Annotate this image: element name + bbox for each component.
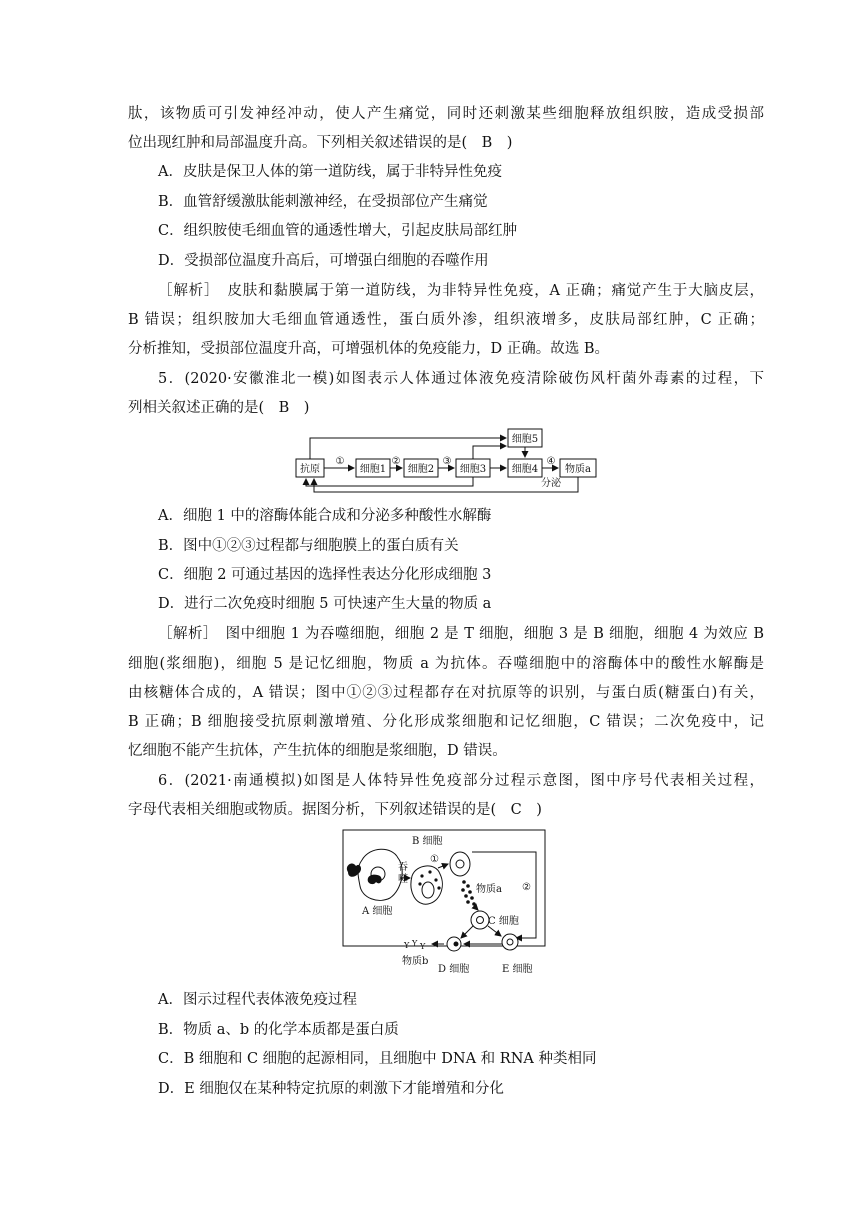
q6-stem-line1: 6．(2021·南通模拟)如图是人体特异性免疫部分过程示意图，图中序号代表相关过程， bbox=[158, 773, 764, 789]
c-cell-graphic bbox=[471, 911, 489, 929]
q4-analysis-line2: B 错误；组织胺加大毛细血管通透性，蛋白质外渗，组织液增多，皮肤局部红肿，C 正确； bbox=[128, 312, 764, 328]
svg-text:Y: Y bbox=[420, 942, 426, 951]
q5-analysis-line5: 忆细胞不能产生抗体，产生抗体的细胞是浆细胞，D 错误。 bbox=[128, 743, 507, 759]
c-cell-label: C 细胞 bbox=[488, 916, 519, 927]
svg-text:Y: Y bbox=[404, 941, 410, 950]
step2-label: ② bbox=[391, 456, 401, 467]
q5-option-b: B．图中①②③过程都与细胞膜上的蛋白质有关 bbox=[158, 538, 459, 554]
q5-stem-line1: 5．(2020·安徽淮北一模)如图表示人体通过体液免疫清除破伤风杆菌外毒素的过程，下 bbox=[158, 371, 764, 387]
d-cell-graphic bbox=[447, 937, 461, 951]
svg-text:Y: Y bbox=[412, 939, 418, 948]
cell2-label: 细胞2 bbox=[407, 464, 435, 475]
step1-label: ① bbox=[335, 456, 345, 467]
q5-stem-line2: 列相关叙述正确的是( B ) bbox=[128, 400, 310, 416]
q6-specific-immunity-diagram bbox=[340, 828, 550, 978]
e-cell-label: E 细胞 bbox=[502, 964, 533, 975]
q5-analysis-line3: 由核糖体合成的，A 错误；图中①②③过程都存在对抗原等的识别，与蛋白质(糖蛋白)有关， bbox=[128, 685, 764, 701]
d-cell-label: D 细胞 bbox=[438, 964, 470, 975]
step3-label: ③ bbox=[442, 456, 452, 467]
substance-b-label: 物质b bbox=[402, 956, 429, 967]
b-cell-label: B 细胞 bbox=[412, 836, 443, 847]
substance-a-dots bbox=[461, 880, 476, 906]
substance-b-marks bbox=[403, 939, 426, 951]
q6-stem-line2: 字母代表相关细胞或物质。据图分析，下列叙述错误的是( C ) bbox=[128, 802, 542, 818]
q5-option-d: D．进行二次免疫时细胞 5 可快速产生大量的物质 a bbox=[158, 596, 492, 612]
substance-a-label: 物质a bbox=[565, 464, 591, 475]
q6-option-c: C．B 细胞和 C 细胞的起源相同，且细胞中 DNA 和 RNA 种类相同 bbox=[158, 1051, 597, 1067]
q4-option-b: B．血管舒缓激肽能刺激神经，在受损部位产生痛觉 bbox=[158, 194, 488, 210]
secrete-label: 分泌 bbox=[541, 478, 561, 489]
q5-analysis-line2: 细胞(浆细胞)，细胞 5 是记忆细胞，物质 a 为抗体。吞噬细胞中的溶酶体中的酸性水解酶是 bbox=[128, 656, 764, 672]
q5-option-c: C．细胞 2 可通过基因的选择性表达分化形成细胞 3 bbox=[158, 567, 492, 583]
step4-label: ④ bbox=[546, 456, 556, 467]
q4-analysis-line1: ［解析］ 皮肤和黏膜属于第一道防线，为非特异性免疫，A 正确；痛觉产生于大脑皮层， bbox=[158, 283, 764, 299]
q6-option-b: B．物质 a、b 的化学本质都是蛋白质 bbox=[158, 1022, 399, 1038]
q6-option-a: A．图示过程代表体液免疫过程 bbox=[158, 992, 357, 1008]
q5-humoral-immunity-diagram bbox=[290, 424, 610, 502]
q4-option-d: D．受损部位温度升高后，可增强白细胞的吞噬作用 bbox=[158, 253, 489, 269]
q4-analysis-line3: 分析推知，受损部位温度升高，可增强机体的免疫能力，D 正确。故选 B。 bbox=[128, 341, 609, 357]
step1-label: ① bbox=[430, 854, 439, 865]
step2-label: ② bbox=[522, 882, 531, 893]
engulf-char-1: 吞 bbox=[398, 862, 408, 873]
cell3-label: 细胞3 bbox=[459, 464, 487, 475]
q6-option-d: D．E 细胞仅在某种特定抗原的刺激下才能增殖和分化 bbox=[158, 1081, 504, 1097]
q5-option-a: A．细胞 1 中的溶酶体能合成和分泌多种酸性水解酶 bbox=[158, 508, 492, 524]
q4-option-c: C．组织胺使毛细血管的通透性增大，引起皮肤局部红肿 bbox=[158, 223, 518, 239]
q5-analysis-line1: ［解析］ 图中细胞 1 为吞噬细胞，细胞 2 是 T 细胞，细胞 3 是 B 细胞，细胞 4 为效应 B bbox=[158, 626, 764, 642]
q5-analysis-line4: B 正确；B 细胞接受抗原刺激增殖、分化形成浆细胞和记忆细胞，C 错误；二次免疫中，记 bbox=[128, 714, 764, 730]
a-cell-graphic bbox=[347, 849, 402, 900]
q4-stem-line1: 肽，该物质可引发神经冲动，使人产生痛觉，同时还刺激某些细胞释放组织胺，造成受损部 bbox=[128, 106, 764, 122]
b-cell-graphic bbox=[450, 852, 470, 876]
cell1-label: 细胞1 bbox=[359, 464, 387, 475]
substance-a-label: 物质a bbox=[476, 884, 502, 895]
e-cell-graphic bbox=[502, 934, 518, 950]
q4-option-a: A．皮肤是保卫人体的第一道防线，属于非特异性免疫 bbox=[158, 164, 502, 180]
q4-stem-line2: 位出现红肿和局部温度升高。下列相关叙述错误的是( B ) bbox=[128, 135, 513, 151]
antigen-label: 抗原 bbox=[300, 464, 320, 475]
a-cell-label: A 细胞 bbox=[362, 906, 393, 917]
engulf-char-2: 噬 bbox=[398, 874, 408, 885]
engulfing-cell-graphic bbox=[411, 866, 442, 904]
cell5-label: 细胞5 bbox=[511, 434, 539, 445]
cell4-label: 细胞4 bbox=[511, 464, 539, 475]
